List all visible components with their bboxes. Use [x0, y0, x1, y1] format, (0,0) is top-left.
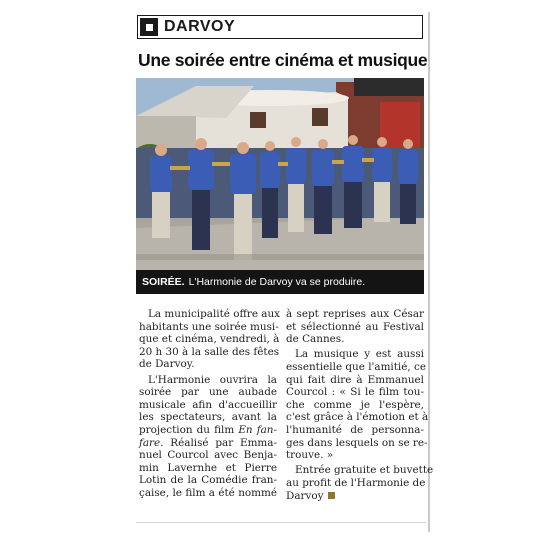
band-photo-illustration	[136, 78, 424, 294]
page-edge	[428, 12, 430, 532]
film-title-end: fare	[139, 436, 161, 449]
section-title: DARVOY	[164, 18, 236, 35]
text-line: les spectateurs, avant la	[139, 411, 277, 424]
article-column-2	[286, 308, 434, 502]
film-title: En fan-	[238, 423, 277, 436]
text-fragment: . Réalisé par Emma-	[160, 436, 277, 449]
text-line: ges dans lesquels on se re-	[286, 436, 428, 449]
text-line: au profit de l'Harmonie de	[286, 476, 426, 489]
article-headline: Une soirée entre cinéma et musique	[138, 50, 428, 70]
text-line	[286, 490, 424, 503]
text-line: de Cannes.	[286, 333, 345, 346]
text-line: qui fait dire à Emmanuel	[286, 373, 424, 386]
text-line: l'humanité de personna-	[286, 423, 424, 436]
text-line: L'Harmonie ouvrira la	[148, 373, 277, 386]
text-line: nuel Courcol avec Benja-	[139, 449, 277, 462]
end-mark-icon	[328, 492, 335, 499]
text-line: trouve. »	[286, 449, 334, 462]
text-line	[139, 437, 277, 450]
text-line: c'est grâce à l'émotion et à	[286, 411, 429, 424]
text-line	[139, 424, 277, 437]
caption-lead: SOIRÉE.	[142, 276, 185, 288]
newspaper-clipping	[136, 12, 434, 532]
text-line: 20 h 30 à la salle des fêtes	[139, 345, 280, 358]
text-fragment: projection du film	[139, 423, 239, 436]
caption-text: L'Harmonie de Darvoy va se produire.	[188, 276, 366, 288]
text-line: à sept reprises aux César	[286, 308, 424, 320]
text-line: La municipalité offre aux	[148, 308, 281, 320]
text-fragment: Darvoy	[286, 489, 324, 502]
text-line: Courcol : « Si le film tou-	[286, 386, 424, 399]
article-photo	[136, 78, 424, 294]
text-line: min Lavernhe et Pierre	[139, 461, 277, 474]
text-line: habitants une soirée musi-	[139, 320, 279, 333]
text-line: Entrée gratuite et buvette	[295, 464, 434, 477]
text-line: et sélectionné au Festival	[286, 320, 424, 333]
clipping-bottom-rule	[136, 522, 426, 523]
text-line: de Darvoy.	[139, 358, 195, 371]
text-line: essentielle que l'amitié, ce	[286, 360, 426, 373]
text-line: La musique y est aussi	[295, 348, 424, 361]
text-line: çaise, le film a été nommé	[139, 486, 277, 499]
text-line: musicale afin d'accueillir	[139, 398, 277, 411]
text-line: che comme je l'espère,	[286, 398, 424, 411]
text-line: soirée par une aubade	[139, 386, 277, 399]
section-square-icon	[140, 18, 158, 36]
photo-caption	[136, 270, 424, 294]
text-line: que et cinéma, vendredi, à	[139, 333, 280, 346]
text-line: Lotin de la Comédie fran-	[139, 474, 277, 487]
section-header	[137, 15, 423, 39]
article-column-1	[139, 308, 281, 500]
